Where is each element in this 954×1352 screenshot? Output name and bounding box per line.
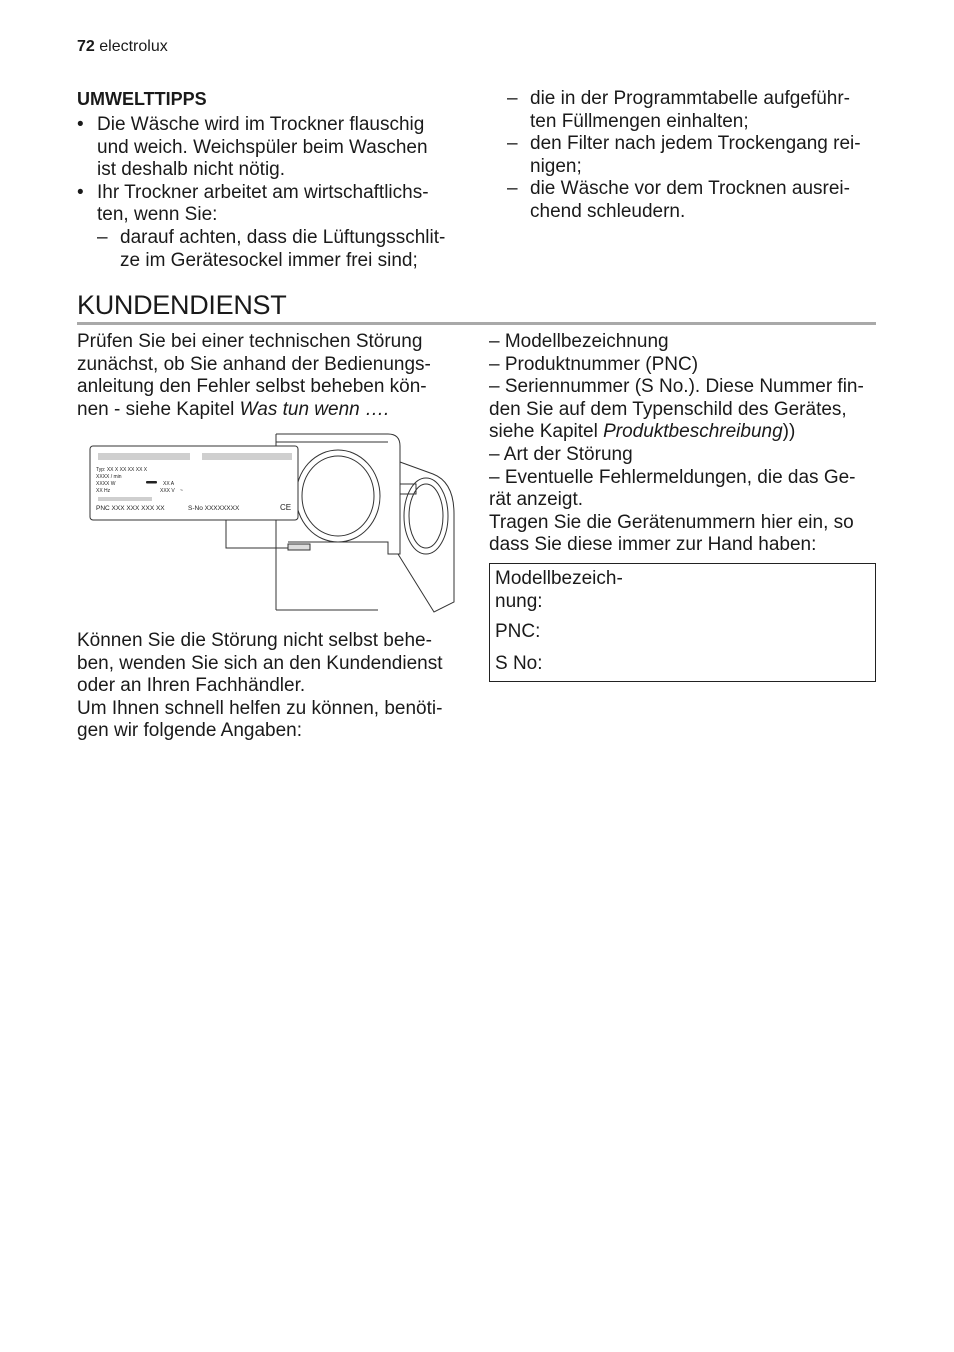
- text-fragment: )): [782, 421, 796, 443]
- text-line: – Eventuelle Fehlermeldungen, die das Ge-: [489, 466, 856, 488]
- plate-sno: S-No XXXXXXXX: [188, 505, 240, 512]
- plate-typ: Typ: XX X XX XX XX X: [96, 467, 148, 473]
- bullet-marker: •: [77, 181, 84, 203]
- device-number-box: [489, 563, 876, 682]
- text-line: anleitung den Fehler selbst beheben kön-: [77, 376, 427, 398]
- text-line: Prüfen Sie bei einer technischen Störung: [77, 331, 423, 352]
- text-line: zunächst, ob Sie anhand der Bedienungs-: [77, 353, 431, 375]
- text-line: nigen;: [530, 155, 582, 177]
- model-label-cont: nung:: [495, 591, 543, 612]
- plate-tilde: ~: [180, 488, 183, 494]
- text-line: ben, wenden Sie sich an den Kundendienst: [77, 652, 443, 674]
- plate-watt: XXXX W: [96, 481, 116, 487]
- pnc-label: PNC:: [495, 621, 541, 642]
- text-line: die in der Programmtabelle aufgeführ-: [530, 88, 851, 109]
- list-item: [77, 182, 462, 272]
- text-fragment: nen - siehe Kapitel: [77, 398, 240, 420]
- text-line: [489, 421, 879, 444]
- plate-ce-mark: CE: [280, 503, 292, 512]
- dash-marker: –: [97, 226, 108, 248]
- list-item: [77, 114, 462, 182]
- text-line: ist deshalb nicht nötig.: [97, 159, 286, 181]
- text-line: Ihr Trockner arbeitet am wirtschaftlichs-: [97, 181, 429, 203]
- rating-plate: [90, 446, 298, 520]
- text-line: darauf achten, dass die Lüftungsschlit-: [120, 226, 446, 248]
- text-line: – Modellbezeichnung: [489, 331, 669, 352]
- text-line: Um Ihnen schnell helfen zu können, benöti-: [77, 697, 443, 719]
- model-label: Modellbezeich-: [495, 568, 623, 589]
- text-line: ze im Gerätesockel immer frei sind;: [120, 249, 418, 271]
- plate-pnc: PNC XXX XXX XXX XX: [96, 505, 165, 512]
- page-header: [77, 37, 168, 57]
- service-section-title: KUNDENDIENST: [77, 288, 876, 325]
- text-line: Die Wäsche wird im Trockner flauschig: [97, 114, 425, 135]
- environment-bullet-list: [77, 114, 462, 272]
- list-item: [97, 227, 462, 272]
- text-line: Tragen Sie die Gerätenummern hier ein, so: [489, 511, 854, 533]
- serial-label: S No:: [495, 653, 543, 674]
- plate-amp: XX A: [163, 481, 175, 487]
- chapter-reference: Was tun wenn ….: [239, 398, 390, 420]
- chapter-reference: Produktbeschreibung: [603, 421, 783, 443]
- dash-marker: –: [507, 178, 518, 200]
- environment-title: UMWELTTIPPS: [77, 89, 207, 109]
- text-line: – Seriennummer (S No.). Diese Nummer fin-: [489, 376, 864, 398]
- list-item: [507, 133, 877, 178]
- dash-marker: –: [507, 88, 518, 109]
- text-line: – Art der Störung: [489, 443, 633, 465]
- text-line: ten, wenn Sie:: [97, 204, 218, 226]
- text-line: den Sie auf dem Typenschild des Gerätes,: [489, 398, 847, 420]
- plate-hz: XX Hz: [96, 488, 111, 494]
- text-line: oder an Ihren Fachhändler.: [77, 675, 306, 697]
- text-line: [77, 399, 467, 422]
- text-line: chend schleudern.: [530, 200, 686, 222]
- text-line: den Filter nach jedem Trockengang rei-: [530, 133, 861, 155]
- text-line: die Wäsche vor dem Trocknen ausrei-: [530, 178, 850, 200]
- brand-name: electrolux: [99, 38, 168, 55]
- text-line: rät anzeigt.: [489, 489, 583, 511]
- dash-marker: –: [507, 133, 518, 155]
- environment-tips-right: [507, 88, 877, 224]
- text-line: gen wir folgende Angaben:: [77, 720, 303, 742]
- plate-volt: XXX V: [160, 488, 175, 494]
- environment-sub-list-left: [97, 227, 462, 272]
- text-line: und weich. Weichspüler beim Waschen: [97, 136, 428, 158]
- environment-tips-left: [77, 88, 462, 272]
- dryer-rating-plate-illustration: [88, 424, 458, 614]
- environment-sub-list-right: [507, 88, 877, 224]
- text-line: Können Sie die Störung nicht selbst behe-: [77, 630, 432, 651]
- plate-rpm: XXXX / min: [96, 474, 122, 480]
- text-line: dass Sie diese immer zur Hand haben:: [489, 534, 817, 556]
- bullet-marker: •: [77, 114, 84, 135]
- service-intro: [77, 331, 467, 421]
- service-required-info: [489, 331, 879, 557]
- text-fragment: siehe Kapitel: [489, 421, 604, 443]
- leader-line: [226, 516, 288, 548]
- list-item: [507, 88, 877, 133]
- drum-opening: [296, 450, 380, 542]
- service-contact-text: [77, 630, 467, 743]
- list-item: [507, 178, 877, 223]
- page-number: 72: [77, 38, 95, 55]
- text-line: – Produktnummer (PNC): [489, 353, 699, 375]
- text-line: ten Füllmengen einhalten;: [530, 110, 749, 132]
